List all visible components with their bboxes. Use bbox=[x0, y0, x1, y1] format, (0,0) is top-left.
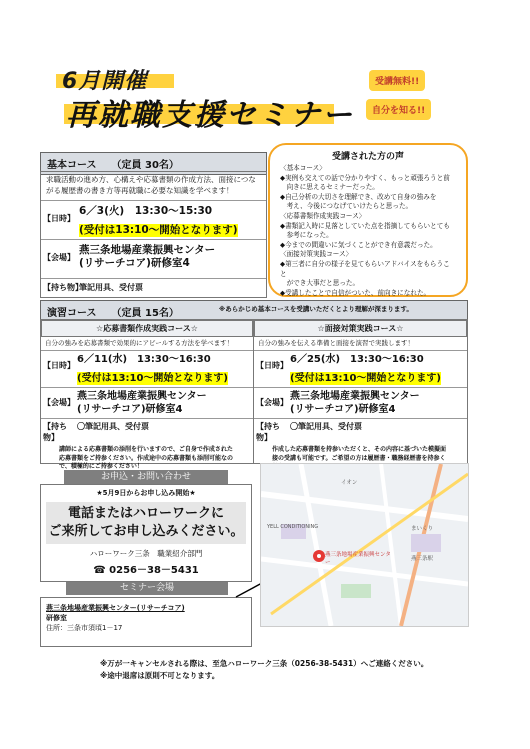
testimonial-line: 参考になった。 bbox=[280, 231, 333, 240]
testimonial-line: 〈基本コース〉 bbox=[280, 164, 326, 172]
basic-date: 6／3(火) 13:30～15:30 bbox=[79, 205, 213, 217]
testimonial-line: 〈面接対策実践コース〉 bbox=[280, 250, 353, 259]
contact-main bbox=[46, 502, 246, 544]
page-title: 再就職支援セミナー bbox=[66, 98, 354, 133]
basic-course-desc: 求職活動の進め方、心構えや応募書類の作成方法、面接につながる履歴書の書き方等再就職に必要な知識を学べます！ bbox=[46, 175, 256, 195]
interview-items: 〇筆記用具、受付票 bbox=[290, 422, 362, 431]
venue-address: 住所：三条市須頃1－17 bbox=[46, 624, 123, 632]
contact-header: お申込・お問い合わせ bbox=[64, 470, 228, 484]
venue-label: 【会場】 bbox=[256, 398, 288, 407]
resume-venue: 燕三条地場産業振興センター bbox=[77, 391, 207, 402]
venue-name: 燕三条地場産業振興センター(リサーチコア) bbox=[46, 604, 185, 612]
interview-venue: 燕三条地場産業振興センター bbox=[290, 391, 420, 402]
resume-reception: (受付は13:10～開始となります) bbox=[77, 373, 228, 384]
self-know-badge: 自分を知る!! bbox=[366, 99, 431, 120]
contact-main-line: 電話またはハローワークに bbox=[67, 506, 224, 521]
testimonial-line: ◆実例も交えての話で分かりやすく、もっと頑張ろうと前 bbox=[280, 173, 450, 182]
basic-room: (リサーチコア)研修室4 bbox=[79, 257, 190, 269]
interview-notice: 作成した応募書類を持参いただくと、その内容に基づいた模擬面接の受講も可能です。ご希望の方は履歴書・職務経歴書を持参く bbox=[272, 446, 447, 462]
venue-box bbox=[40, 597, 252, 647]
date-label: 【日時】 bbox=[43, 361, 75, 370]
testimonial-line: ◆今までの間違いに気づくことができ有意義だった。 bbox=[280, 240, 437, 249]
testimonial-line: 考え、今後につなげていけたらと思った。 bbox=[280, 202, 413, 211]
practice-course-note: ※あらかじめ基本コースを受講いただくとより理解が深まります。 bbox=[218, 305, 413, 313]
testimonials-title: 受講された方の声 bbox=[331, 152, 404, 162]
testimonials-body bbox=[270, 162, 466, 300]
footer-leave-note: ※途中退席は原則不可となります。 bbox=[100, 671, 220, 680]
venue-map[interactable] bbox=[260, 463, 469, 627]
testimonial-line: ◆受講したことで自信がついた、前向きになれた。 bbox=[280, 288, 431, 297]
resume-course-desc: 自分の強みを応募書類で効果的にアピールする方法を学べます！ bbox=[45, 339, 234, 347]
basic-reception: (受付は13:10～開始となります) bbox=[79, 224, 238, 236]
venue-label: 【会場】 bbox=[43, 253, 75, 262]
basic-course-header: 基本コース （定員 30名） bbox=[40, 152, 267, 175]
interview-reception: (受付は13:10～開始となります) bbox=[290, 373, 441, 384]
testimonial-line: ができ大事だと思った。 bbox=[280, 279, 360, 288]
interview-course-head: ☆面接対策実践コース☆ bbox=[254, 320, 467, 337]
practice-course-box bbox=[40, 319, 468, 470]
basic-items: 筆記用具、受付票 bbox=[79, 283, 143, 292]
free-badge: 受講無料!! bbox=[369, 70, 425, 91]
resume-items: 〇筆記用具、受付票 bbox=[77, 422, 149, 431]
date-label: 【日時】 bbox=[256, 361, 288, 370]
resume-date: 6／11(水) 13:30～16:30 bbox=[77, 354, 211, 365]
interview-course-desc: 自分の強みを伝える準備と面接を演習で実践します！ bbox=[258, 339, 414, 347]
application-start: ★5月9日からお申し込み開始★ bbox=[96, 489, 196, 497]
basic-course-box bbox=[40, 171, 267, 298]
testimonial-line: ◆書類記入時に見落としていた点を指摘してもらいとても bbox=[280, 221, 450, 230]
date-label: 【日時】 bbox=[43, 214, 75, 223]
contact-main-line: ご来所してお申し込みください。 bbox=[48, 524, 244, 539]
testimonial-line: ◆第三者に自分の様子を見てもらいアドバイスをもらうこと bbox=[280, 259, 450, 278]
interview-course bbox=[254, 320, 467, 463]
map-label: 燕三条駅 bbox=[411, 556, 434, 562]
map-label: YELL CONDITIONING bbox=[267, 524, 319, 530]
office-name: ハローワーク三条 職業紹介部門 bbox=[89, 549, 203, 558]
testimonial-line: 向きに思えるセミナーだった。 bbox=[280, 183, 379, 192]
resume-course-head: ☆応募書類作成実践コース☆ bbox=[41, 320, 253, 337]
venue-room: 研修室 bbox=[46, 614, 67, 622]
venue-header: セミナー会場 bbox=[66, 582, 228, 595]
testimonial-line: 〈応募書類作成実践コース〉 bbox=[280, 211, 366, 220]
venue-label: 【会場】 bbox=[43, 398, 75, 407]
testimonials-box bbox=[268, 143, 468, 297]
phone-icon: ☎ bbox=[93, 565, 106, 576]
interview-room: (リサーチコア)研修室4 bbox=[290, 404, 396, 415]
resume-room: (リサーチコア)研修室4 bbox=[77, 404, 183, 415]
testimonial-line: ◆自己分析の大切さを理解でき、改めて自身の強みを bbox=[280, 192, 437, 201]
map-label: イオン bbox=[341, 480, 358, 486]
map-graphic bbox=[261, 464, 468, 626]
basic-venue: 燕三条地場産業振興センター bbox=[79, 244, 216, 256]
page-subtitle: 6月開催 bbox=[62, 69, 148, 94]
map-label: まいくり bbox=[411, 526, 434, 532]
map-label-venue: 燕三条地場産業振興センター bbox=[325, 552, 391, 566]
practice-course-title: 演習コース （定員 15名） bbox=[47, 308, 179, 319]
phone-row bbox=[41, 561, 251, 576]
interview-date: 6／25(水) 13:30～16:30 bbox=[290, 354, 424, 365]
contact-box bbox=[40, 484, 252, 582]
footer-cancel-note: ※万が一キャンセルされる際は、至急ハローワーク三条（0256-38-5431）へご連絡ください。 bbox=[100, 659, 429, 668]
phone-number[interactable]: 0256－38－5431 bbox=[109, 565, 199, 576]
items-label: 【持ち物】 bbox=[43, 283, 83, 292]
resume-notice: 講師による応募書類の添削を行いますので、ご自身で作成された応募書類をご持参ください。作成途中の応募書類も添削可能なので、積極的にご持参ください！ bbox=[59, 446, 234, 470]
items-label: 【持ち物】 bbox=[256, 422, 280, 442]
items-label: 【持ち物】 bbox=[43, 422, 67, 442]
resume-course bbox=[41, 320, 254, 470]
